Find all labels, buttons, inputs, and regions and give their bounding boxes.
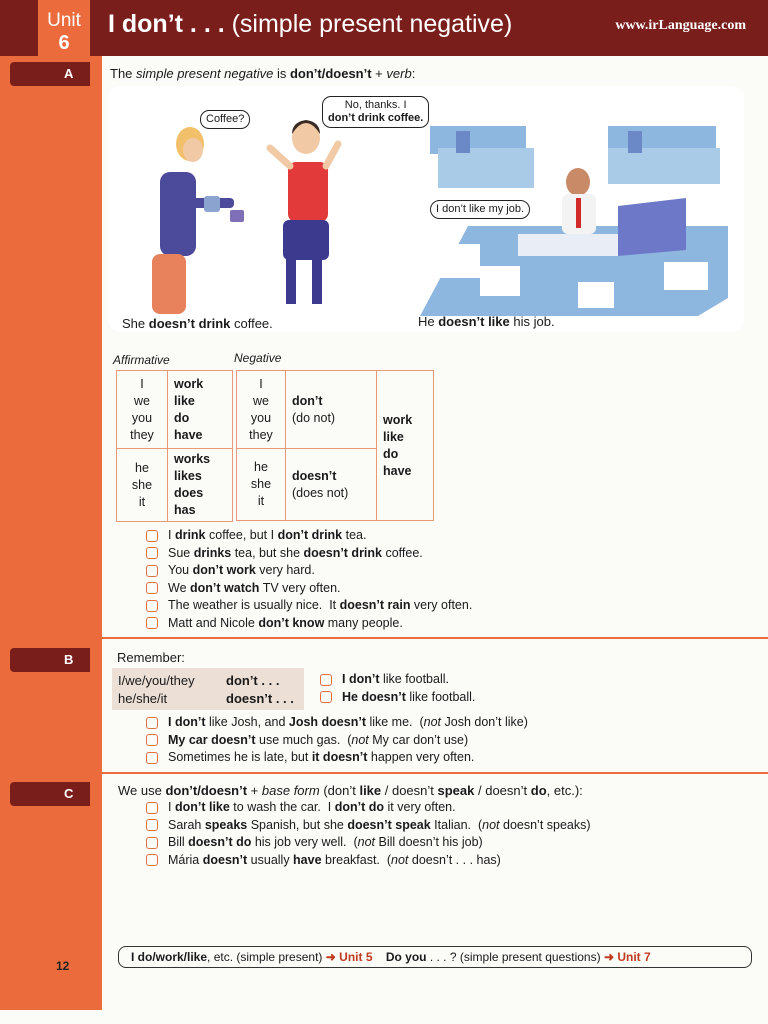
example-sentence <box>168 817 591 835</box>
example-text-fragment: You <box>168 563 193 577</box>
example-sentence <box>168 615 403 633</box>
example-text-fragment: not <box>423 715 442 729</box>
example-text-fragment: like football. <box>405 689 476 704</box>
bullet-box-icon <box>146 617 158 629</box>
example-text-fragment: He doesn’t <box>342 689 406 704</box>
affirmative-table <box>116 370 233 522</box>
example-text-fragment: Josh don’t like) <box>441 715 528 729</box>
section-c-tab <box>10 782 90 806</box>
example-text-fragment: Sarah <box>168 817 205 832</box>
ref-text: , etc. (simple present) <box>207 950 326 964</box>
example-text-fragment: like Josh, and <box>205 715 289 729</box>
title-rest: (simple present negative) <box>224 10 513 38</box>
table-cell-word: have <box>383 463 412 478</box>
example-sentence <box>168 527 366 545</box>
example-item <box>146 732 528 750</box>
section-a-intro <box>110 66 415 81</box>
table-cell-word: she <box>250 477 272 491</box>
remember-row-plural <box>118 673 280 688</box>
example-sentence <box>168 834 483 852</box>
section-b-examples <box>146 714 528 767</box>
intro-text: is <box>273 66 290 81</box>
example-text-fragment: have <box>293 852 322 867</box>
intro-text: don’t/doesn’t <box>289 66 372 81</box>
section-b-side-examples <box>320 671 475 706</box>
remember-pronoun: I/we/you/they <box>118 673 195 688</box>
table-cell-word: do <box>383 446 399 461</box>
example-text-fragment: don’t drink <box>277 528 343 542</box>
example-text-fragment: happen very often. <box>367 750 475 764</box>
example-text-fragment: doesn’t rain <box>339 598 411 612</box>
caption-he <box>418 314 555 329</box>
example-text-fragment: (don’t <box>319 783 360 798</box>
example-text-fragment: don’t know <box>258 615 325 630</box>
table-cell-word: have <box>174 427 203 442</box>
table-cell-word: we <box>134 393 150 408</box>
speech-bubble-no-thanks <box>322 96 429 128</box>
example-text-fragment: it very often. <box>384 800 456 814</box>
office-illustration <box>420 126 728 316</box>
section-c-letter: C <box>64 786 74 801</box>
example-text-fragment: Spanish, but she <box>247 817 348 832</box>
example-text-fragment: doesn’t speaks) <box>499 817 591 832</box>
table-cell-word: she <box>131 477 153 492</box>
caption-text: coffee. <box>230 316 273 331</box>
left-sidebar-band <box>0 0 102 1010</box>
section-c-examples <box>146 799 591 869</box>
bullet-box-icon <box>146 582 158 594</box>
example-text-fragment: I don’t <box>168 715 206 729</box>
example-sentence <box>168 732 468 750</box>
example-item <box>146 527 472 545</box>
example-text-fragment: We use <box>118 783 166 798</box>
cross-reference-box <box>118 946 752 968</box>
table-cell-word: like <box>383 429 404 444</box>
bullet-box-icon <box>146 717 158 729</box>
example-text-fragment: not <box>357 835 376 849</box>
example-item <box>320 671 475 689</box>
unit-7-link[interactable]: Unit 7 <box>617 950 651 964</box>
section-a-examples <box>146 527 472 632</box>
arrow-icon: ➜ <box>603 950 614 964</box>
example-text-fragment: I don’t <box>342 672 380 686</box>
example-text-fragment: drinks <box>193 545 232 560</box>
example-item <box>146 834 591 852</box>
table-cell-word: (do not) <box>292 410 336 425</box>
example-text-fragment: doesn’t <box>202 852 248 867</box>
table-cell-word: doesn’t <box>292 468 337 483</box>
table-cell-word: he <box>254 460 268 474</box>
bullet-box-icon <box>146 854 158 866</box>
example-item <box>146 580 472 598</box>
example-text-fragment: + <box>247 783 262 798</box>
bubble-text: don’t drink coffee. <box>328 112 424 124</box>
intro-text: verb <box>386 66 412 81</box>
example-item <box>146 545 472 563</box>
example-text-fragment: usually <box>247 852 294 867</box>
table-cell-word: don’t <box>292 393 323 408</box>
bullet-box-icon <box>146 734 158 746</box>
remember-pronoun: he/she/it <box>118 691 168 706</box>
table-cell-word: does <box>174 486 204 500</box>
negative-title: Negative <box>234 351 282 365</box>
woman-with-coffee-illustration <box>152 127 244 314</box>
example-text-fragment: Mária <box>168 852 203 867</box>
example-text-fragment: doesn’t speak <box>347 817 431 832</box>
table-cell-word: you <box>131 410 153 425</box>
aff-verbs-s <box>168 449 233 522</box>
example-item <box>320 689 475 707</box>
neg-pronouns-singular <box>237 449 286 521</box>
remember-box <box>112 668 304 710</box>
example-text-fragment: Bill doesn’t his job) <box>375 835 483 849</box>
example-text-fragment: many people. <box>324 615 403 630</box>
unit-badge <box>38 0 90 56</box>
title-bold: I don’t . . . <box>108 10 225 38</box>
example-text-fragment: The weather is usually nice. It <box>168 598 340 612</box>
bullet-box-icon <box>320 691 332 703</box>
example-sentence <box>168 580 341 598</box>
neg-aux-doesnt <box>286 449 377 521</box>
example-item <box>146 714 528 732</box>
example-text-fragment: not <box>351 732 369 747</box>
caption-text: doesn’t drink <box>148 316 231 331</box>
table-cell-word: I <box>259 376 263 391</box>
section-c-intro <box>118 782 583 801</box>
intro-text: simple present negative <box>136 66 274 81</box>
example-text-fragment: very often. <box>410 598 473 612</box>
section-a-letter: A <box>64 66 74 81</box>
example-text-fragment: / doesn’t <box>474 783 531 798</box>
remember-label: Remember: <box>117 650 185 665</box>
example-text-fragment: Italian. ( <box>430 817 483 832</box>
table-cell-word: has <box>174 503 196 517</box>
example-text-fragment: do <box>530 783 547 798</box>
table-cell-word: you <box>250 410 272 425</box>
ref-text: I do/work/like <box>131 950 208 964</box>
remember-aux: don’t . . . <box>226 673 280 688</box>
aff-verbs-base <box>168 371 233 449</box>
example-sentence <box>168 714 528 732</box>
neg-pronouns-plural <box>237 371 286 449</box>
example-text-fragment: coffee, but I <box>205 528 278 542</box>
remember-row-singular <box>118 691 294 706</box>
intro-text: : <box>411 66 416 81</box>
section-intro-sentence <box>118 783 583 798</box>
table-cell-word: it <box>257 494 265 508</box>
table-cell-word: (does not) <box>292 485 349 500</box>
example-text-fragment: breakfast. ( <box>321 852 392 867</box>
example-text-fragment: like me. ( <box>365 715 424 729</box>
example-text-fragment: like <box>359 783 382 798</box>
bubble-text: Coffee? <box>206 113 245 125</box>
table-cell-word: I <box>140 376 144 391</box>
example-text-fragment: very hard. <box>255 563 315 577</box>
example-text-fragment: tea. <box>342 528 367 542</box>
example-text-fragment: / doesn’t <box>381 783 438 798</box>
bullet-box-icon <box>320 674 332 686</box>
woman-refusing-illustration <box>270 120 338 304</box>
example-text-fragment: base form <box>261 783 320 798</box>
example-text-fragment: My car don’t use) <box>368 732 469 747</box>
example-text-fragment: tea, but she <box>231 545 304 560</box>
example-item <box>146 749 528 767</box>
ref-text: . . . ? (simple present questions) <box>426 950 604 964</box>
bullet-box-icon <box>146 600 158 612</box>
unit-number: 6 <box>58 32 70 54</box>
example-text-fragment: not <box>482 817 500 832</box>
caption-text: doesn’t like <box>438 314 510 329</box>
table-cell-word: do <box>174 410 190 425</box>
example-text-fragment: to wash the car. I <box>229 800 335 814</box>
section-divider <box>0 772 768 774</box>
remember-aux: doesn’t . . . <box>226 691 294 706</box>
example-text-fragment: My car doesn’t <box>168 732 256 747</box>
bullet-box-icon <box>146 565 158 577</box>
example-sentence <box>342 689 475 707</box>
example-sentence <box>168 799 456 817</box>
example-text-fragment: like football. <box>379 672 449 686</box>
aff-pronouns-plural <box>117 371 168 449</box>
table-cell-word: he <box>135 460 149 475</box>
example-sentence <box>168 597 472 615</box>
example-text-fragment: I <box>168 800 175 814</box>
example-text-fragment: don’t work <box>192 563 256 577</box>
section-a-tab <box>10 62 90 86</box>
example-text-fragment: his job very well. ( <box>251 835 358 849</box>
example-sentence <box>342 671 449 689</box>
cross-reference-text <box>131 947 651 967</box>
example-text-fragment: use much gas. ( <box>255 732 352 747</box>
table-cell-word: work <box>383 412 413 427</box>
negative-table <box>236 370 434 521</box>
example-item <box>146 562 472 580</box>
example-text-fragment: speak <box>437 783 475 798</box>
affirmative-title: Affirmative <box>113 353 170 367</box>
bullet-box-icon <box>146 802 158 814</box>
example-sentence <box>168 545 423 563</box>
example-sentence <box>168 562 315 580</box>
caption-text: He <box>418 314 439 329</box>
intro-text: The <box>110 66 137 81</box>
intro-text: + <box>371 66 387 81</box>
bullet-box-icon <box>146 530 158 542</box>
arrow-icon: ➜ <box>325 950 336 964</box>
bullet-box-icon <box>146 819 158 831</box>
bullet-box-icon <box>146 752 158 764</box>
example-text-fragment: not <box>391 852 409 867</box>
example-text-fragment: don’t do <box>334 800 385 814</box>
ref-text: Do you <box>385 950 427 964</box>
bubble-text: No, thanks. I <box>344 99 407 111</box>
unit-5-link[interactable]: Unit 5 <box>339 950 373 964</box>
section-b-tab <box>10 648 90 672</box>
example-item <box>146 852 591 870</box>
example-sentence <box>168 852 501 870</box>
illustration-panel <box>108 86 744 332</box>
example-sentence <box>168 749 474 767</box>
table-cell-word: it <box>138 494 146 509</box>
section-b-letter: B <box>64 652 74 667</box>
example-text-fragment: TV very often. <box>259 580 341 595</box>
example-text-fragment: drink <box>174 528 206 542</box>
page-number: 12 <box>56 959 70 973</box>
example-item <box>146 615 472 633</box>
table-cell-word: we <box>253 393 269 408</box>
example-text-fragment: don’t/doesn’t <box>165 783 248 798</box>
example-text-fragment: Josh doesn’t <box>288 715 366 729</box>
example-text-fragment: speaks <box>204 817 248 832</box>
speech-bubble-job <box>430 200 530 219</box>
table-cell-word: they <box>249 427 273 442</box>
example-item <box>146 799 591 817</box>
example-text-fragment: Sue <box>168 545 194 560</box>
example-text-fragment: We <box>168 580 190 595</box>
example-text-fragment: I <box>168 528 175 542</box>
bullet-box-icon <box>146 547 158 559</box>
example-text-fragment: Sometimes he is late, but <box>168 750 312 764</box>
example-item <box>146 597 472 615</box>
example-text-fragment: coffee. <box>382 545 423 560</box>
example-text-fragment: doesn’t drink <box>303 545 382 560</box>
aff-pronouns-singular <box>117 449 168 522</box>
table-cell-word: work <box>174 376 204 391</box>
example-text-fragment: don’t like <box>174 800 230 814</box>
neg-verbs <box>377 371 434 521</box>
example-item <box>146 817 591 835</box>
table-cell-word: likes <box>174 469 202 483</box>
unit-label: Unit <box>47 10 81 31</box>
table-cell-word: like <box>174 393 195 408</box>
caption-she <box>122 316 273 331</box>
example-text-fragment: don’t watch <box>190 580 260 595</box>
caption-text: She <box>122 316 149 331</box>
neg-aux-dont <box>286 371 377 449</box>
caption-text: his job. <box>509 314 555 329</box>
example-text-fragment: it doesn’t <box>311 750 368 764</box>
website-link[interactable]: www.irLanguage.com <box>615 18 746 33</box>
bullet-box-icon <box>146 837 158 849</box>
bubble-text: I don’t like my job. <box>436 203 525 215</box>
example-text-fragment: Bill <box>168 835 189 849</box>
example-text-fragment: doesn’t do <box>188 835 252 849</box>
section-divider <box>0 637 768 639</box>
example-text-fragment: Matt and Nicole <box>168 615 259 630</box>
example-text-fragment: doesn’t . . . has) <box>408 852 501 867</box>
page-title <box>108 10 512 39</box>
speech-bubble-coffee <box>200 110 250 129</box>
table-cell-word: works <box>174 452 211 466</box>
example-text-fragment: , etc.): <box>546 783 583 798</box>
table-cell-word: they <box>130 427 154 442</box>
